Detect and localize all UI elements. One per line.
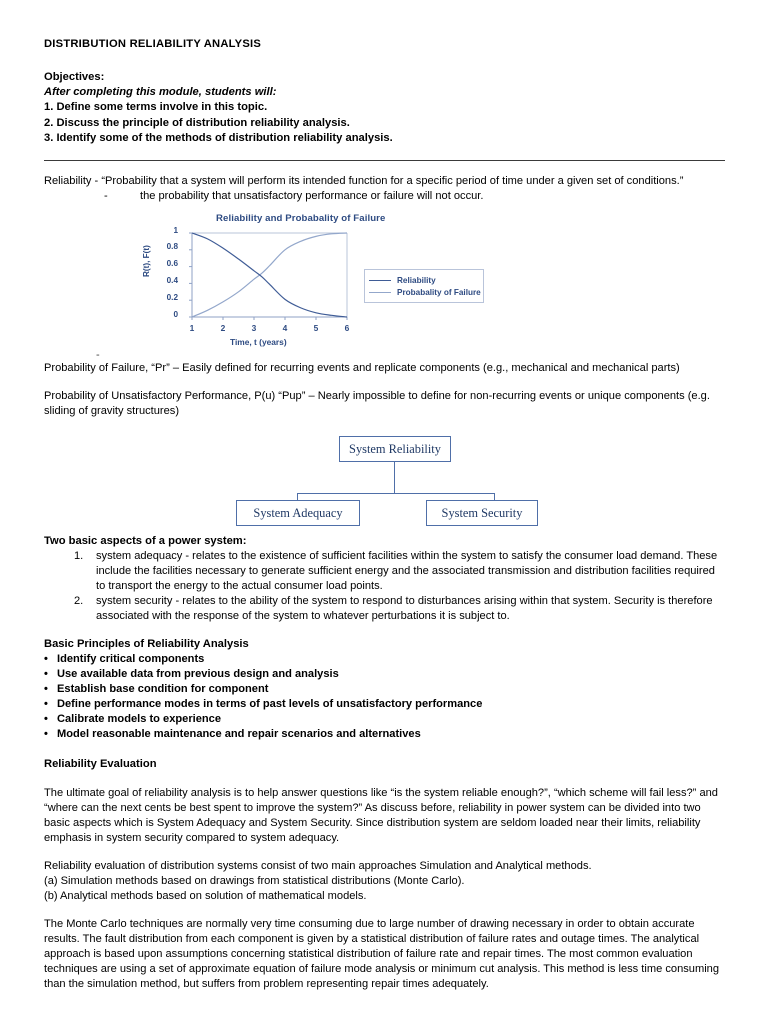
stray-dash-mark: - <box>96 349 100 362</box>
chart-legend-item-reliability <box>369 274 479 286</box>
chart-y-axis-label: R(t), F(t) <box>142 245 151 278</box>
horizontal-divider <box>44 160 725 161</box>
aspect-text-2: system security - relates to the ability of the system to respond to disturbances arising within that system. Security is therefore associated with the response of the system to whatever perturbations it is subject to. <box>96 595 713 623</box>
chart-series-reliability <box>192 233 347 317</box>
diagram-connector-stem <box>394 462 395 494</box>
chart-y-tick-3: 0.6 <box>166 259 178 269</box>
bullet-icon-3: • <box>44 683 48 696</box>
legend-label-reliability: Reliability <box>397 275 436 285</box>
principle-text-5: Calibrate models to experience <box>57 713 222 726</box>
principle-item-1 <box>44 652 726 667</box>
principle-item-6 <box>44 727 726 742</box>
monte-carlo-paragraph: The Monte Carlo techniques are normally very time consuming due to large number of drawing necessary in order to obtain accurate results. The fault distribution from each component is given by a statistical distribution of failure rates and outage times. The analytical approach is based upon assumptions concerning statistical distribution of failure rate and repair times. The most common evaluation techniques are using a set of approximate equation of failure mode analysis or minimum cut analysis. This method is less time consuming than the simulation method, but suffers from problem representing repair times adequately. <box>44 917 719 990</box>
subpoint-dash: - <box>104 190 108 203</box>
principle-text-6: Model reasonable maintenance and repair scenarios and alternatives <box>57 728 421 741</box>
approach-a: (a) Simulation methods based on drawings from statistical distributions (Monte Carlo). <box>44 874 465 887</box>
evaluation-paragraph: The ultimate goal of reliability analysis is to help answer questions like “is the system reliable enough?”, “which scheme will fail less?” and “where can the next cents be best spent to improve the system?” As discuss before, reliability in power system can be divided into two basic aspects which is System Adequacy and System Security. Since distribution system are seldom loaded near their limits, reliability emphasis in system security compared to system adequacy. <box>44 786 718 844</box>
principle-item-4 <box>44 697 726 712</box>
objective-item-1: 1. Define some terms involve in this topic. <box>44 101 268 114</box>
chart-plot-area <box>142 226 491 359</box>
principles-heading: Basic Principles of Reliability Analysis <box>44 638 249 651</box>
aspect-item-1 <box>44 549 726 594</box>
probability-of-failure-text: Probability of Failure, “Pr” – Easily defined for recurring events and replicate components (e.g., mechanical and mechanical parts) <box>44 362 680 375</box>
probability-unsatisfactory-text: Probability of Unsatisfactory Performance, P(u) “Pup” – Nearly impossible to define for non-recurring events or unique components (e.g. sliding of gravity structures) <box>44 390 710 418</box>
chart-title: Reliability and Probabality of Failure <box>216 213 386 225</box>
principle-item-2 <box>44 667 726 682</box>
bullet-icon-6: • <box>44 728 48 741</box>
objectives-intro: After completing this module, students will: <box>44 86 277 99</box>
page-title: DISTRIBUTION RELIABILITY ANALYSIS <box>44 38 262 50</box>
diagram-node-system-adequacy: System Adequacy <box>236 500 360 526</box>
aspect-number-1: 1. <box>74 550 84 563</box>
principles-list <box>44 652 726 742</box>
legend-label-failure: Probabality of Failure <box>397 287 481 297</box>
principle-text-2: Use available data from previous design and analysis <box>57 668 339 681</box>
chart-y-tick-1: 0.2 <box>166 293 178 303</box>
legend-line-icon-failure <box>369 292 391 293</box>
chart-y-tick-0: 0 <box>173 310 178 320</box>
diagram-node-system-reliability: System Reliability <box>339 436 451 462</box>
objectives-heading: Objectives: <box>44 71 105 83</box>
bullet-icon-5: • <box>44 713 48 726</box>
chart-x-tick-5: 5 <box>313 323 319 334</box>
chart-y-tick-5: 1 <box>173 226 178 236</box>
evaluation-heading: Reliability Evaluation <box>44 758 157 771</box>
chart-y-tick-4: 0.8 <box>166 242 178 252</box>
principle-text-1: Identify critical components <box>57 653 205 666</box>
diagram-connector-bar <box>297 493 495 494</box>
chart-x-tick-3: 3 <box>251 323 257 334</box>
bullet-icon-1: • <box>44 653 48 666</box>
aspect-text-1: system adequacy - relates to the existence of sufficient facilities within the system to satisfy the consumer load demand. These include the facilities necessary to generate sufficient energy and the associated transmission and distribution facilities required to transport the energy to the actual consumer load points. <box>96 550 718 593</box>
chart-x-axis-label: Time, t (years) <box>230 337 287 348</box>
chart-x-tick-6: 6 <box>344 323 350 334</box>
chart-y-tick-2: 0.4 <box>166 276 178 286</box>
reliability-chart <box>44 211 726 361</box>
principle-text-4: Define performance modes in terms of past levels of unsatisfactory performance <box>57 698 483 711</box>
chart-series-probability-of-failure <box>192 233 347 317</box>
reliability-definition: Reliability - “Probability that a system will perform its intended function for a specific period of time under a given set of conditions.” <box>44 175 684 188</box>
chart-legend <box>364 269 484 303</box>
legend-line-icon-reliability <box>369 280 391 281</box>
approach-b: (b) Analytical methods based on solution of mathematical models. <box>44 889 367 902</box>
principle-text-3: Establish base condition for component <box>57 683 269 696</box>
reliability-subpoint: the probability that unsatisfactory performance or failure will not occur. <box>140 190 484 203</box>
approaches-intro: Reliability evaluation of distribution systems consist of two main approaches Simulation and Analytical methods. <box>44 859 592 872</box>
system-reliability-diagram <box>44 432 726 528</box>
chart-x-tick-4: 4 <box>282 323 288 334</box>
chart-x-tick-2: 2 <box>220 323 226 334</box>
two-aspects-heading: Two basic aspects of a power system: <box>44 535 247 548</box>
principle-item-3 <box>44 682 726 697</box>
diagram-node-system-security: System Security <box>426 500 538 526</box>
two-aspects-list <box>44 549 726 624</box>
bullet-icon-4: • <box>44 698 48 711</box>
objectives-block <box>44 70 726 146</box>
objective-item-2: 2. Discuss the principle of distribution reliability analysis. <box>44 116 350 129</box>
bullet-icon-2: • <box>44 668 48 681</box>
chart-svg <box>146 231 366 334</box>
principle-item-5 <box>44 712 726 727</box>
chart-legend-item-failure <box>369 286 479 298</box>
objective-item-3: 3. Identify some of the methods of distribution reliability analysis. <box>44 131 393 144</box>
aspect-item-2 <box>44 594 726 624</box>
chart-x-tick-1: 1 <box>189 323 195 334</box>
aspect-number-2: 2. <box>74 595 84 608</box>
reliability-subpoint-row <box>44 189 726 204</box>
